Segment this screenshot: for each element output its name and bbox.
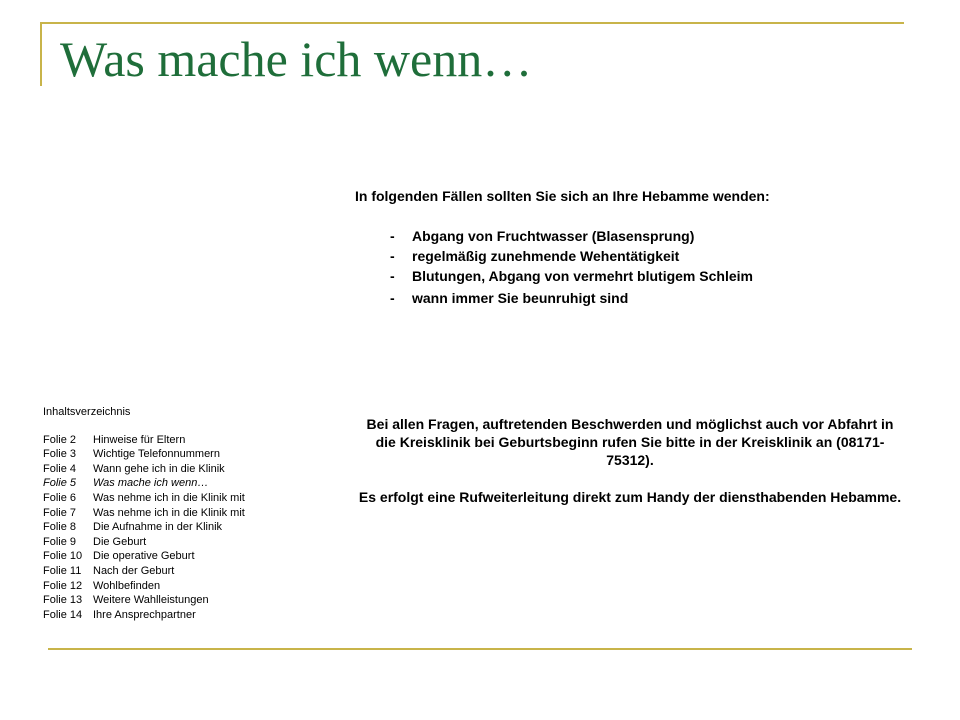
toc-title: Inhaltsverzeichnis: [43, 406, 131, 418]
toc-folie: Folie: [43, 535, 67, 548]
toc-item[interactable]: [43, 549, 245, 564]
toc-folie: Folie: [43, 579, 67, 592]
toc-label: Wann gehe ich in die Klinik: [93, 462, 225, 475]
table-of-contents: [43, 405, 245, 622]
toc-label: Die Geburt: [93, 535, 147, 548]
toc-item[interactable]: [43, 535, 245, 550]
bullet-item: [390, 288, 753, 308]
toc-label: Was mache ich wenn…: [93, 477, 209, 490]
toc-item[interactable]: [43, 579, 245, 594]
bullet-list: [390, 226, 753, 308]
toc-label: Ihre Ansprechpartner: [93, 608, 196, 621]
toc-folie: Folie: [43, 608, 67, 621]
toc-item[interactable]: [43, 520, 245, 535]
bullet-item: [390, 246, 753, 266]
toc-item[interactable]: [43, 462, 245, 477]
toc-folie: Folie: [43, 448, 67, 461]
toc-folie: Folie: [43, 594, 67, 607]
toc-label: Die operative Geburt: [93, 550, 195, 563]
toc-label: Wohlbefinden: [93, 579, 161, 592]
toc-label: Was nehme ich in die Klinik mit: [93, 491, 245, 504]
bullet-text: regelmäßig zunehmende Wehentätigkeit: [412, 248, 680, 264]
left-rule: [40, 22, 42, 86]
top-rule: [40, 22, 904, 24]
bullet-marker: -: [390, 228, 395, 244]
toc-label: Wichtige Telefonnummern: [93, 448, 220, 461]
toc-number: 14: [69, 608, 83, 621]
toc-number: 7: [69, 506, 77, 519]
toc-number: 2: [69, 433, 77, 446]
toc-item[interactable]: [43, 608, 245, 623]
toc-number: 8: [69, 521, 77, 534]
bullet-marker: -: [390, 268, 395, 284]
toc-item[interactable]: [43, 433, 245, 448]
toc-number: 12: [69, 579, 83, 592]
toc-label: Was nehme ich in die Klinik mit: [93, 506, 245, 519]
toc-number: 4: [69, 462, 77, 475]
bullet-item: [390, 226, 753, 246]
toc-label: Nach der Geburt: [93, 564, 175, 577]
toc-folie: Folie: [43, 521, 67, 534]
toc-number: 3: [69, 448, 77, 461]
slide-title: Was mache ich wenn…: [60, 31, 533, 87]
toc-item[interactable]: [43, 491, 245, 506]
toc-folie: Folie: [43, 433, 67, 446]
toc-folie: Folie: [43, 462, 67, 475]
bullet-text: Blutungen, Abgang von vermehrt blutigem Schleim: [412, 268, 753, 284]
toc-item[interactable]: [43, 506, 245, 521]
toc-folie: Folie: [43, 506, 67, 519]
toc-folie: Folie: [43, 477, 67, 490]
contact-note: Bei allen Fragen, auftretenden Beschwerden und möglichst auch vor Abfahrt in die Kreisklinik bei Geburtsbeginn rufen Sie bitte in der Kreisklinik an (08171-75312).: [366, 416, 894, 468]
toc-number: 10: [69, 550, 83, 563]
toc-item[interactable]: [43, 447, 245, 462]
bullet-marker: -: [390, 290, 395, 306]
toc-folie: Folie: [43, 550, 67, 563]
toc-label: Hinweise für Eltern: [93, 433, 186, 446]
toc-number: 13: [69, 594, 83, 607]
toc-item[interactable]: [43, 593, 245, 608]
toc-folie: Folie: [43, 491, 67, 504]
toc-item[interactable]: [43, 564, 245, 579]
toc-number: 9: [69, 535, 77, 548]
toc-label: Die Aufnahme in der Klinik: [93, 521, 223, 534]
toc-number: 5: [69, 477, 77, 490]
bullet-item: [390, 266, 753, 286]
toc-folie: Folie: [43, 564, 67, 577]
toc-number: 6: [69, 491, 77, 504]
intro-text: In folgenden Fällen sollten Sie sich an Ihre Hebamme wenden:: [355, 188, 770, 204]
bullet-marker: -: [390, 248, 395, 264]
toc-label: Weitere Wahlleistungen: [93, 594, 209, 607]
toc-item-current[interactable]: [43, 476, 245, 491]
forwarding-note: Es erfolgt eine Rufweiterleitung direkt zum Handy der diensthabenden Hebamme.: [358, 489, 902, 505]
bullet-text: Abgang von Fruchtwasser (Blasensprung): [412, 228, 695, 244]
bullet-text: wann immer Sie beunruhigt sind: [412, 290, 629, 306]
bottom-rule: [48, 648, 912, 650]
toc-number: 11: [69, 564, 82, 577]
